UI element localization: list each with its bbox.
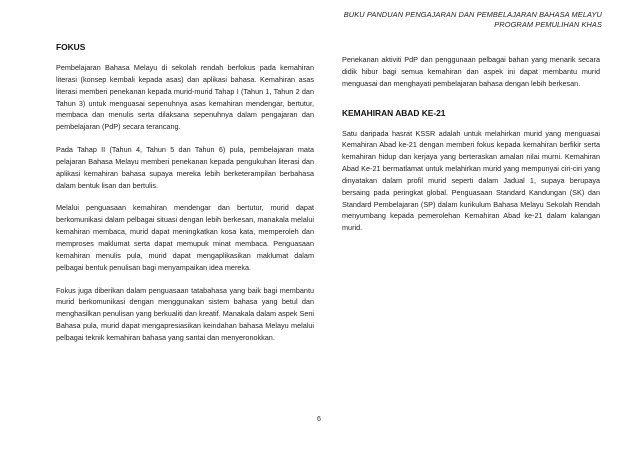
section-heading-fokus: FOKUS [56, 42, 86, 52]
paragraph: Pada Tahap II (Tahun 4, Tahun 5 dan Tahun 6) pula, pembelajaran mata pelajaran Bahasa Melayu memberi penekanan kepada pengukuhan literasi dan aplikasi kemahiran bahasa supaya mereka lebih berketerampilan berbahasa dalam bentuk lisan dan bertulis. [56, 145, 314, 190]
paragraph: Satu daripada hasrat KSSR adalah untuk melahirkan murid yang menguasai Kemahiran Abad ke-21 dengan memberi fokus kepada kemahiran berfikir serta kemahiran hidup dan kerjaya yang berteraskan amalan nilai murni. Kemahiran Abad Ke-21 bermatlamat untuk melahirkan murid yang mempunyai ciri-ciri yang dinyatakan dalam profil murid seperti dalam Jadual 1, supaya berupaya bersaing pada peringkat global. Penguasaan Standard Kandungan (SK) dan Standard Pembelajaran (SP) dalam kurikulum Bahasa Melayu Sekolah Rendah menyumbang kepada pemerolehan Kemahiran Abad ke-21 dalam kalangan murid. [342, 128, 600, 233]
paragraph: Fokus juga diberikan dalam penguasaan tatabahasa yang baik bagi membantu murid berkomunikasi dengan menggunakan sistem bahasa yang betul dan menghasilkan penulisan yang berkualiti dan kreatif. Manakala dalam aspek Seni Bahasa pula, murid dapat mengapresiasikan keindahan bahasa Melayu melalui pelbagai teknik kemahiran bahasa yang santai dan menyeronokkan. [56, 285, 314, 342]
page-number: 6 [317, 414, 321, 423]
paragraph: Penekanan aktiviti PdP dan penggunaan pelbagai bahan yang menarik secara didik hibur bagi semua kemahiran dan aspek ini dapat membantu murid menguasai dan menghayati pembelajaran bahasa dengan lebih berkesan. [342, 55, 600, 88]
paragraph: Pembelajaran Bahasa Melayu di sekolah rendah berfokus pada kemahiran literasi (konsep kembali kepada asas) dan aplikasi bahasa. Kemahiran asas literasi memberi penekanan kepada murid-murid Tahap I (Tahun 1, Tahun 2 dan Tahun 3) untuk menguasai sepenuhnya asas kemahiran mendengar, bertutur, membaca dan menulis serta dilaksana sepenuhnya dalam pengajaran dan pembelajaran (PdP) secara terancang. [56, 63, 314, 132]
paragraph: Melalui penguasaan kemahiran mendengar dan bertutur, murid dapat berkomunikasi dalam pelbagai situasi dengan lebih berkesan, manakala melalui kemahiran membaca, murid dapat meningkatkan kosa kata, memperoleh dan memproses maklumat serta dapat memupuk minat membaca. Penguasaan kemahiran menulis pula, murid dapat mengaplikasikan maklumat dalam pelbagai bentuk penulisan bagi menyampaikan idea mereka. [56, 203, 314, 272]
running-header [302, 10, 602, 30]
section-heading-kemahiran-abad: KEMAHIRAN ABAD KE-21 [342, 107, 446, 118]
header-title: BUKU PANDUAN PENGAJARAN DAN PEMBELAJARAN BAHASA MELAYU [343, 10, 602, 19]
right-column [342, 54, 600, 234]
left-column [56, 42, 314, 355]
header-subtitle: PROGRAM PEMULIHAN KHAS [494, 20, 602, 29]
